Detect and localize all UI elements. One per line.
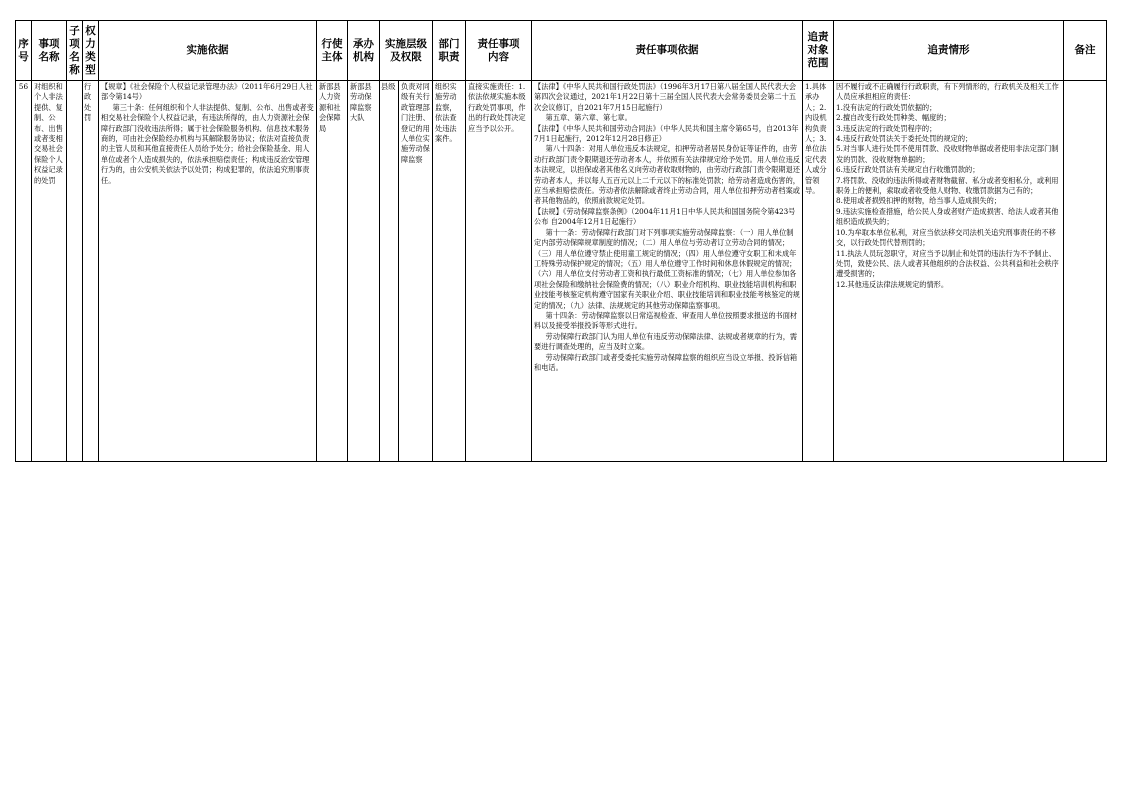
header-item-name: 事项名称 [32, 21, 67, 81]
cell-seq: 56 [16, 81, 32, 462]
header-resp-basis: 责任事项依据 [532, 21, 803, 81]
header-subject: 行使主体 [317, 21, 348, 81]
basis-line: 第三十条：任何组织和个人非法提供、复制、公布、出售或者变相交易社会保险个人权益记录，有违法所得的，由人力资源社会保障行政部门没收违法所得；属于社会保险服务机构、信息技术服务商的，可由社会保险经办机构与其解除服务协议；依法对直接负责的主管人员和其他直接责任人员给予处分；给社会保险基金、用人单位或者个人造成损失的，依法承担赔偿责任；构成违反治安管理行为的，由公安机关依法予以处罚；构成犯罪的，依法追究刑事责任。 [101, 102, 314, 185]
resp-basis-line: 劳动保障行政部门认为用人单位有违反劳动保障法律、法规或者规章的行为，需要进行调查处理的，应当及时立案。 [534, 331, 798, 352]
circumstance-line: 1.没有法定的行政处罚依据的； [836, 102, 937, 112]
resp-basis-line: 第八十四条：对用人单位违反本法规定，扣押劳动者居民身份证等证件的，由劳动行政部门责令限期退还劳动者本人，并依照有关法律规定给予处罚。用人单位违反本法规定，以担保或者其他名义向劳动者收取财物的，由劳动行政部门责令限期退还劳动者本人，并以每人五百元以上二千元以下的标准处罚款；给劳动者造成伤害的，应当承担赔偿责任。劳动者依法解除或者终止劳动合同，用人单位扣押劳动者档案或者其他物品的，依照前款规定处罚。 [534, 144, 800, 206]
header-dept-duty: 部门职责 [433, 21, 466, 81]
cell-level-auth: 负责对同级有关行政管理部门注册、登记的用人单位实施劳动保障监察 [399, 81, 433, 462]
header-agency: 承办机构 [348, 21, 380, 81]
circumstance-line: 4.违反行政处罚法关于委托处罚的规定的； [836, 134, 973, 144]
cell-power-type: 行政处罚 [83, 81, 99, 462]
resp-basis-line: 【法律】《中华人民共和国劳动合同法》（中华人民共和国主席令第65号，自2013年7月1日起施行，2012年12月28日修正） [534, 123, 799, 144]
cell-agency: 新邵县劳动保障监察大队 [348, 81, 380, 462]
basis-line: 【规章】《社会保险个人权益记录管理办法》（2011年6月29日人社部令第14号） [101, 82, 313, 102]
header-basis: 实施依据 [99, 21, 317, 81]
cell-subject: 新邵县人力资源和社会保障局 [317, 81, 348, 462]
circumstance-line: 2.擅自改变行政处罚种类、幅度的； [836, 113, 951, 123]
circumstance-line: 11.执法人员玩忽职守，对应当予以制止和处罚的违法行为不予制止、处罚，致使公民、法人或者其他组织的合法权益、公共利益和社会秩序遭受损害的； [836, 248, 1059, 279]
cell-basis [99, 81, 317, 462]
cell-accountable: 1.具体承办人；2.内设机构负责人；3.单位法定代表人或分管领导。 [803, 81, 834, 462]
cell-remark [1064, 81, 1107, 462]
header-sub-item-name: 子项名称 [67, 21, 83, 81]
responsibility-table [15, 20, 1107, 462]
resp-basis-line: 【法规】《劳动保障监察条例》（2004年11月1日中华人民共和国国务院令第423号公布 自2004年12月1日起施行） [534, 206, 796, 227]
header-resp-content: 责任事项内容 [466, 21, 532, 81]
header-accountable: 追责对象范围 [803, 21, 834, 81]
resp-basis-line: 第十一条：劳动保障行政部门对下列事项实施劳动保障监察：（一）用人单位制定内部劳动保障规章制度的情况；（二）用人单位与劳动者订立劳动合同的情况；（三）用人单位遵守禁止使用童工规定的情况；（四）用人单位遵守女职工和未成年工特殊劳动保护规定的情况；（五）用人单位遵守工作时间和休息休假规定的情况；（六）用人单位支付劳动者工资和执行最低工资标准的情况；（七）用人单位参加各项社会保险和缴纳社会保险费的情况；（八）职业介绍机构、职业技能培训机构和职业技能考核鉴定机构遵守国家有关职业介绍、职业技能培训和职业技能考核鉴定的规定的情况；（九）法律、法规规定的其他劳动保障监察事项。 [534, 227, 800, 310]
circumstance-line: 12.其他违反法律法规规定的情形。 [836, 279, 949, 289]
header-power-type: 权力类型 [83, 21, 99, 81]
circumstance-line: 9.违法实施检查措施，给公民人身或者财产造成损害、给法人或者其他组织造成损失的； [836, 206, 1059, 227]
circumstance-line: 6.违反行政处罚法有关规定自行收缴罚款的； [836, 165, 980, 175]
cell-resp-content: 直接实施责任：1.依法依规实施本级行政处罚事项，作出的行政处罚决定应当予以公开。 [466, 81, 532, 462]
resp-basis-line: 第十四条：劳动保障监察以日常巡视检查、审查用人单位按照要求报送的书面材料以及接受举报投诉等形式进行。 [534, 310, 798, 331]
cell-sub-item-name [67, 81, 83, 462]
cell-circumstances [834, 81, 1064, 462]
circumstance-line: 因不履行或不正确履行行政职责，有下列情形的，行政机关及相关工作人员应承担相应的责任： [836, 82, 1059, 102]
circumstance-line: 8.使用或者损毁扣押的财物，给当事人造成损失的； [836, 196, 1001, 206]
responsibility-table-sheet [15, 20, 1107, 462]
header-circumstances: 追责情形 [834, 21, 1064, 81]
resp-basis-line: 【法律】《中华人民共和国行政处罚法》（1996年3月17日第八届全国人民代表大会第四次会议通过，2021年1月22日第十三届全国人民代表大会常务委员会第二十五次会议修订，自2021年7月15日起施行） [534, 82, 797, 112]
circumstance-line: 3.违反法定的行政处罚程序的； [836, 123, 937, 133]
table-row [16, 81, 1107, 462]
resp-basis-line: 第五章、第六章、第七章。 [545, 113, 632, 123]
circumstance-line: 10.为牟取本单位私利，对应当依法移交司法机关追究刑事责任的不移交，以行政处罚代替刑罚的； [836, 227, 1056, 248]
circumstance-line: 7.将罚款、没收的违法所得或者财物截留、私分或者变相私分，或利用职务上的便利，索取或者收受他人财物、收缴罚款据为己有的； [836, 175, 1059, 196]
resp-basis-line: 劳动保障行政部门或者受委托实施劳动保障监察的组织应当设立举报、投诉信箱和电话。 [534, 352, 798, 372]
cell-dept-duty: 组织实施劳动监察，依法查处违法案件。 [433, 81, 466, 462]
header-remark: 备注 [1064, 21, 1107, 81]
header-row [16, 21, 1107, 81]
circumstance-line: 5.对当事人进行处罚不使用罚款、没收财物单据或者使用非法定部门制发的罚款、没收财物单据的； [836, 144, 1059, 164]
header-seq: 序号 [16, 21, 32, 81]
cell-resp-basis [532, 81, 803, 462]
header-level: 实施层级及权限 [380, 21, 433, 81]
cell-level: 县级 [380, 81, 399, 462]
cell-item-name: 对组织和个人非法提供、复制、公布、出售或者变相交易社会保险个人权益记录的处罚 [32, 81, 67, 462]
